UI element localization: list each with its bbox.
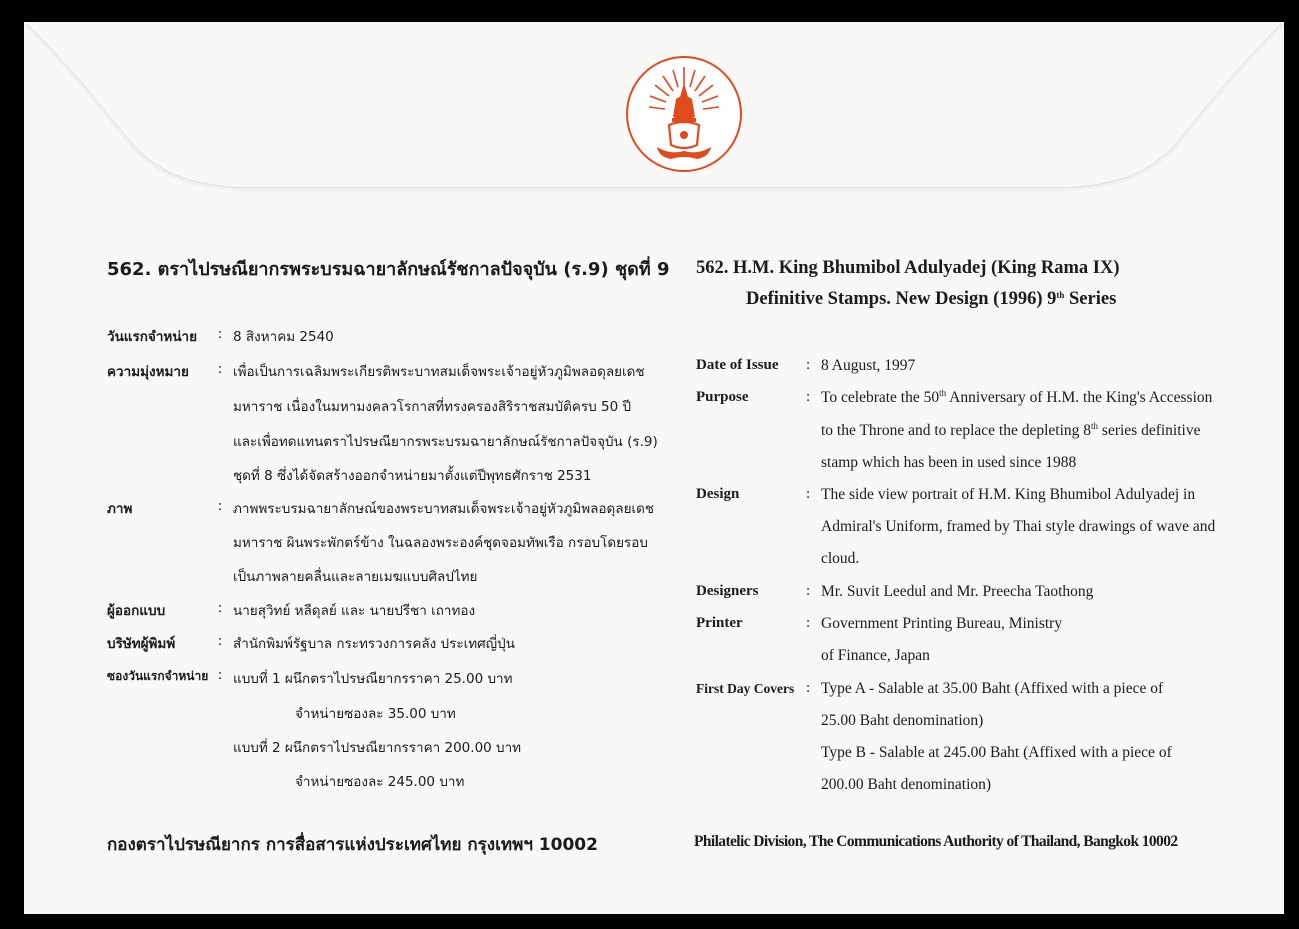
thai-purpose-line: เพื่อเป็นการเฉลิมพระเกียรติพระบาทสมเด็จพระเจ้าอยู่หัวภูมิพลอดุลยเดช	[233, 364, 645, 380]
separator: :	[218, 361, 223, 377]
english-cover-line: Type B - Salable at 245.00 Baht (Affixed with a piece of	[821, 744, 1172, 761]
thai-purpose-line: มหาราช เนื่องในมหามงคลวโรกาสที่ทรงครองสิริราชสมบัติครบ 50 ปี	[233, 399, 632, 415]
english-date-value: 8 August, 1997	[821, 357, 916, 374]
separator: :	[806, 357, 811, 373]
english-design-line: Admiral's Uniform, framed by Thai style drawings of wave and	[821, 518, 1216, 535]
english-printer-line: Government Printing Bureau, Ministry	[821, 615, 1063, 632]
thai-cover-label: ซองวันแรกจำหน่าย	[107, 669, 209, 683]
separator: :	[218, 600, 223, 616]
separator: :	[218, 326, 223, 342]
english-purpose-line: To celebrate the 50th Anniversary of H.M. the King's Accession	[821, 388, 1213, 406]
thai-cover-line: จำหน่ายซองละ 245.00 บาท	[295, 774, 465, 790]
thai-footer: กองตราไปรษณียากร การสื่อสารแห่งประเทศไทย กรุงเทพฯ 10002	[107, 835, 598, 855]
thai-picture-line: มหาราช ผินพระพักตร์ข้าง ในฉลองพระองค์ชุดจอมทัพเรือ กรอบโดยรอบ	[233, 535, 648, 551]
separator: :	[806, 583, 811, 599]
english-designers-label: Designers	[696, 583, 759, 599]
english-design-line: cloud.	[821, 550, 860, 567]
english-purpose-label: Purpose	[696, 389, 749, 405]
thai-printer-label: บริษัทผู้พิมพ์	[107, 636, 176, 652]
english-heading-line2: Definitive Stamps. New Design (1996) 9th Series	[746, 289, 1117, 309]
thai-printer-value: สำนักพิมพ์รัฐบาล กระทรวงการคลัง ประเทศญี่ปุ่น	[233, 636, 515, 652]
thai-purpose-label: ความมุ่งหมาย	[107, 364, 189, 380]
separator: :	[218, 498, 223, 514]
english-cover-label: First Day Covers	[696, 681, 795, 696]
english-footer: Philatelic Division, The Communications Authority of Thailand, Bangkok 10002	[694, 833, 1178, 850]
separator: :	[806, 389, 811, 405]
thai-picture-line: ภาพพระบรมฉายาลักษณ์ของพระบาทสมเด็จพระเจ้าอยู่หัวภูมิพลอดุลยเดช	[233, 501, 655, 517]
thai-date-label: วันแรกจำหน่าย	[107, 329, 198, 345]
english-designers-value: Mr. Suvit Leedul and Mr. Preecha Taothong	[821, 583, 1094, 600]
english-purpose-line: to the Throne and to replace the depleting 8th series definitive	[821, 421, 1201, 439]
english-cover-line: 200.00 Baht denomination)	[821, 776, 992, 793]
thai-cover-line: จำหน่ายซองละ 35.00 บาท	[295, 706, 456, 722]
thai-designer-value: นายสุวิทย์ หลีดุลย์ และ นายปรีชา เถาทอง	[233, 603, 476, 619]
thai-date-value: 8 สิงหาคม 2540	[233, 329, 334, 345]
english-design-label: Design	[696, 486, 740, 502]
thai-purpose-line: และเพื่อทดแทนตราไปรษณียากรพระบรมฉายาลักษณ์รัชกาลปัจจุบัน (ร.9)	[233, 434, 658, 450]
english-cover-line: 25.00 Baht denomination)	[821, 712, 984, 729]
envelope-back	[24, 22, 1284, 914]
english-purpose-line: stamp which has been in used since 1988	[821, 454, 1077, 471]
thai-royal-emblem-icon	[625, 55, 743, 173]
thai-picture-label: ภาพ	[107, 501, 133, 517]
english-design-line: The side view portrait of H.M. King Bhumibol Adulyadej in	[821, 486, 1196, 503]
english-heading-line1: 562. H.M. King Bhumibol Adulyadej (King Rama IX)	[696, 258, 1120, 278]
english-cover-line: Type A - Salable at 35.00 Baht (Affixed with a piece of	[821, 680, 1164, 697]
thai-cover-line: แบบที่ 1 ผนึกตราไปรษณียากรราคา 25.00 บาท	[233, 671, 513, 687]
separator: :	[218, 667, 223, 683]
separator: :	[806, 680, 811, 696]
thai-designer-label: ผู้ออกแบบ	[107, 603, 166, 619]
thai-cover-line: แบบที่ 2 ผนึกตราไปรษณียากรราคา 200.00 บาท	[233, 740, 522, 756]
thai-heading: 562. ตราไปรษณียากรพระบรมฉายาลักษณ์รัชกาลปัจจุบัน (ร.9) ชุดที่ 9	[107, 259, 670, 280]
separator: :	[806, 486, 811, 502]
english-date-label: Date of Issue	[696, 357, 779, 373]
english-printer-line: of Finance, Japan	[821, 647, 930, 664]
thai-picture-line: เป็นภาพลายคลื่นและลายเมฆแบบศิลปไทย	[233, 569, 478, 585]
separator: :	[218, 633, 223, 649]
separator: :	[806, 615, 811, 631]
thai-purpose-line: ชุดที่ 8 ซึ่งได้จัดสร้างออกจำหน่ายมาตั้งแต่ปีพุทธศักราช 2531	[233, 468, 592, 484]
english-printer-label: Printer	[696, 615, 743, 631]
